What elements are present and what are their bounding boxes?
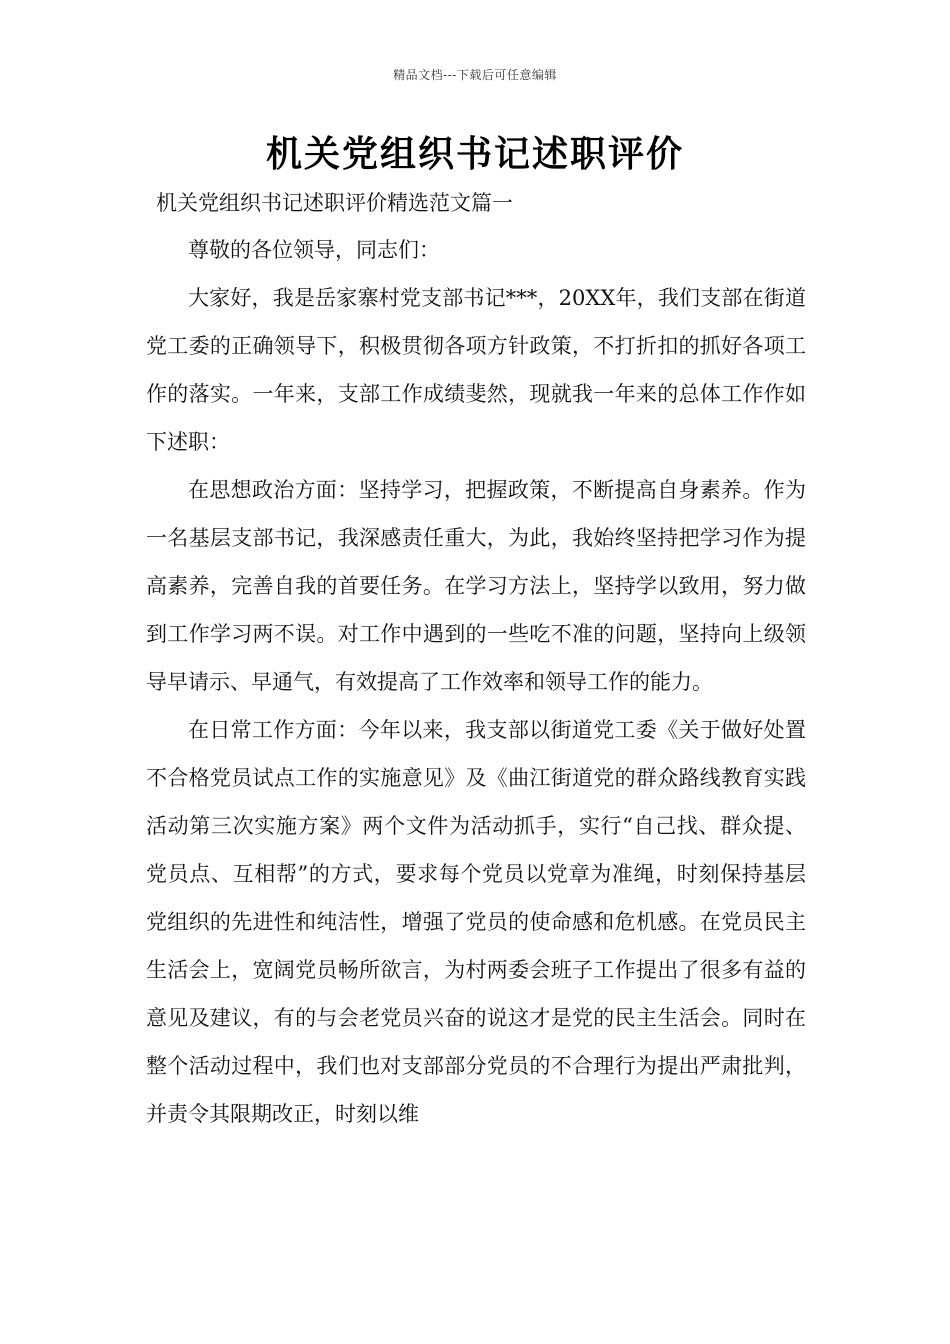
paragraph-political-thought: 在思想政治方面：坚持学习，把握政策，不断提高自身素养。作为一名基层支部书记，我深感责任重大，为此，我始终坚持把学习作为提高素养，完善自我的首要任务。在学习方法上，坚持学以致用，努力做到工作学习两不误。对工作中遇到的一些吃不准的问题，坚持向上级领导早请示、早通气，有效提高了工作效率和领导工作的能力。: [146, 478, 806, 694]
document-body: [146, 226, 806, 1138]
paragraph-salutation: 尊敬的各位领导，同志们：: [188, 238, 440, 262]
paragraph-daily-work: 在日常工作方面：今年以来，我支部以街道党工委《关于做好处置不合格党员试点工作的实施意见》及《曲江街道党的群众路线教育实践活动第三次实施方案》两个文件为活动抓手，实行“自己找、群众提、党员点、互相帮”的方式，要求每个党员以党章为准绳，时刻保持基层党组织的先进性和纯洁性，增强了党员的使命感和危机感。在党员民主生活会上，宽阔党员畅所欲言，为村两委会班子工作提出了很多有益的意见及建议，有的与会老党员兴奋的说这才是党的民主生活会。同时在整个活动过程中，我们也对支部部分党员的不合理行为提出严肃批判，并责令其限期改正，时刻以维: [146, 718, 806, 1126]
document-title: 机关党组织书记述职评价: [265, 133, 684, 175]
document-subtitle: 机关党组织书记述职评价精选范文篇一: [156, 191, 513, 215]
header-note: 精品文档---下载后可任意编辑: [393, 68, 557, 82]
paragraph-introduction: 大家好，我是岳家寨村党支部书记***，20XX年，我们支部在街道党工委的正确领导下，积极贯彻各项方针政策，不打折扣的抓好各项工作的落实。一年来，支部工作成绩斐然，现就我一年来的总体工作作如下述职：: [146, 286, 806, 454]
